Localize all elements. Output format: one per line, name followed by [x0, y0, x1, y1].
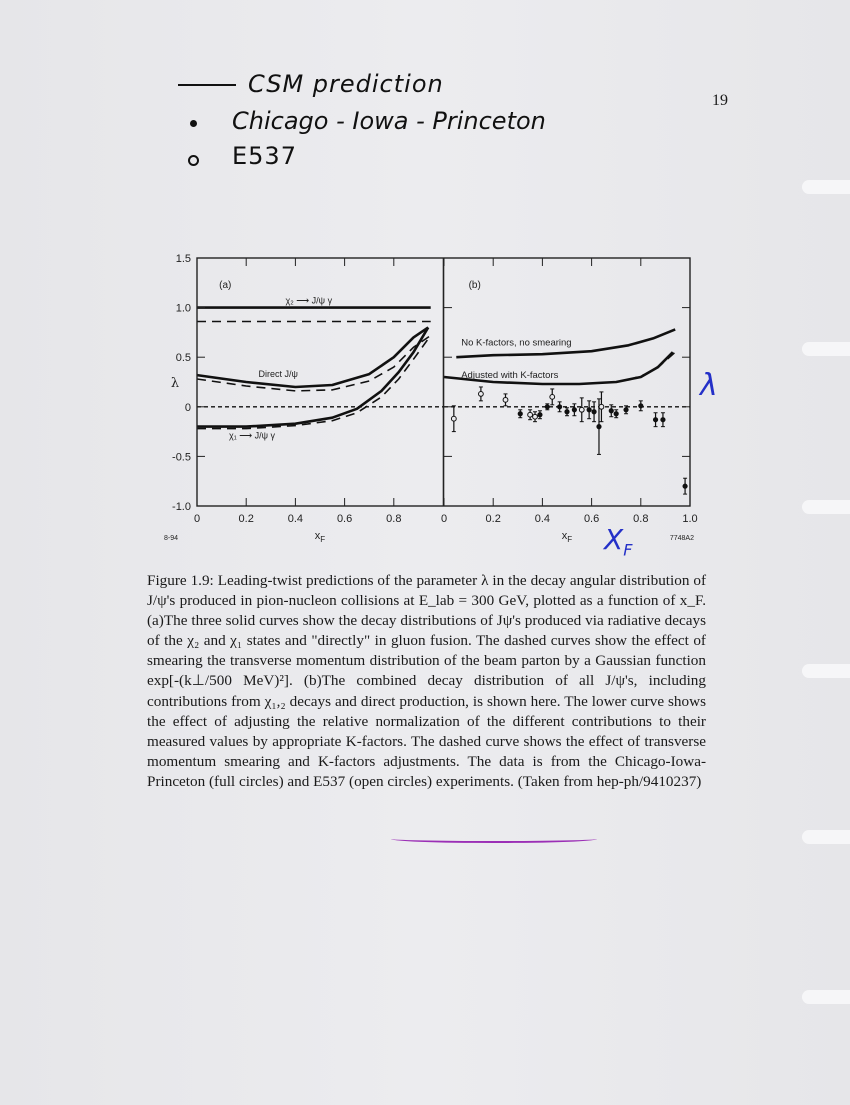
panel-a-curve-label-2: χ₁ ⟶ J/ψ γ — [228, 430, 276, 441]
edge-tab — [802, 180, 850, 194]
edge-tab — [802, 830, 850, 844]
panel-a-curve-label-0: χ₂ ⟶ J/ψ γ — [285, 295, 333, 306]
legend-line-marker — [178, 84, 236, 86]
data-point-open — [479, 392, 484, 397]
edge-tab — [802, 664, 850, 678]
x-tick-label-a: 0.2 — [238, 513, 254, 525]
y-tick-label: -1.0 — [172, 501, 191, 513]
data-point-full — [558, 405, 562, 409]
x-axis-label-sub: F — [567, 535, 573, 544]
x-axis-label-b: $x_F$ — [561, 530, 573, 544]
y-tick-label: 0.5 — [175, 352, 191, 365]
figure-code-right: 7748A2 — [669, 535, 694, 542]
edge-tab — [802, 342, 850, 356]
data-point-full — [597, 425, 601, 429]
x-axis-label-sub: F — [320, 535, 326, 544]
series-line-a-4 — [197, 327, 428, 426]
edge-tab — [802, 990, 850, 1004]
x-tick-label-b: 1.0 — [682, 513, 698, 525]
x-tick-label-a: 0 — [193, 513, 201, 525]
y-axis-label: λ — [170, 376, 180, 391]
data-point-open — [599, 404, 604, 409]
data-point-open — [503, 397, 508, 402]
x-tick-label-b: 0.8 — [633, 513, 649, 525]
data-point-full — [624, 408, 628, 412]
figure-plot — [160, 250, 700, 550]
panel-b-label: (b) — [468, 279, 481, 291]
panel-b-curve-label-1: Adjusted with K-factors — [461, 370, 559, 382]
data-point-full — [661, 418, 665, 422]
data-point-open — [451, 416, 456, 421]
axes — [164, 253, 698, 544]
panel-a-label: (a) — [219, 279, 232, 291]
page-number: 19 — [712, 92, 728, 109]
panel-a-curve-label-1: Direct J/ψ — [258, 369, 298, 380]
data-point-full — [639, 404, 643, 408]
data-point-full — [518, 412, 522, 416]
figure-code-left: 8-94 — [164, 535, 179, 542]
data-point-full — [545, 405, 549, 409]
data-point-full — [572, 408, 576, 412]
legend-csm-label: CSM prediction — [248, 70, 444, 98]
legend-e537-label: E537 — [232, 142, 297, 170]
caption-text: Leading-twist predictions of the parameter λ in the decay angular distribution of J/ψ's produced in pion-nucleon collisions at E_lab = 300 GeV, plotted as a function of x_F. (a)The three solid curves show the decay distributions of Jψ's produced via radiative decays of the χ₂ and χ₁ states and "directly" in gluon fusion. The dashed curves show the effect of smearing the transverse momentum distribution of the beam parton by a Gaussian function exp[-(k⊥/500 MeV)²]. (b)The combined decay distribution of all J/ψ's, including contributions from χ₁,₂ decays and direct production, is shown here. The lower curve shows the effect of adjusting the relative normalization of the different contributions to their measured values by appropriate K-factors. The dashed curve shows the effect of transverse momentum smearing and K-factors adjustments. The data is from the Chicago-Iowa-Princeton (full circles) and E537 (open circles) experiments. — [147, 572, 707, 790]
x-tick-label-a: 0.6 — [336, 513, 353, 525]
caption-label: Figure 1.9: — [147, 572, 214, 589]
x-axis-label-a: $x_F$ — [314, 530, 326, 544]
handwritten-underline — [391, 835, 597, 843]
caption-reference: (Taken from hep-ph/9410237) — [517, 772, 702, 790]
data-point-full — [609, 409, 613, 413]
y-tick-label: 1.5 — [175, 253, 191, 265]
data-point-full — [614, 412, 618, 416]
panel-b-curve-label-0: No K-factors, no smearing — [461, 337, 572, 349]
x-tick-label-b: 0 — [440, 513, 448, 525]
data-point-full — [653, 418, 657, 422]
x-tick-label-b: 0.4 — [534, 513, 551, 525]
x-tick-label-a: 0.8 — [386, 513, 402, 525]
data-point-full — [538, 413, 542, 417]
panel-b — [444, 280, 690, 494]
data-point-full — [683, 484, 687, 488]
legend-open-circle-marker — [188, 155, 199, 166]
legend-full-circle-marker — [190, 120, 197, 127]
data-point-full — [592, 410, 596, 414]
x-tick-label-b: 0.2 — [485, 513, 501, 525]
x-tick-label-a: 0.4 — [287, 513, 304, 525]
data-point-full — [565, 410, 569, 414]
data-point-open — [528, 412, 533, 417]
handwritten-lambda-annotation: λ — [700, 368, 718, 403]
edge-tab — [802, 500, 850, 514]
y-tick-label: 0 — [184, 401, 191, 414]
data-point-open — [533, 414, 538, 419]
panel-a — [197, 280, 443, 441]
series-line-a-5 — [197, 335, 431, 428]
data-point-open — [579, 407, 584, 412]
data-point-full — [587, 408, 591, 412]
legend-cip-label: Chicago - Iowa - Princeton — [232, 107, 546, 135]
figure-caption — [147, 571, 706, 792]
x-tick-label-b: 0.6 — [583, 513, 600, 525]
handwritten-xf-annotation: $X_F$ — [604, 523, 633, 560]
y-tick-label: 1.0 — [175, 302, 191, 315]
y-tick-label: -0.5 — [172, 451, 191, 464]
data-point-open — [550, 394, 555, 399]
